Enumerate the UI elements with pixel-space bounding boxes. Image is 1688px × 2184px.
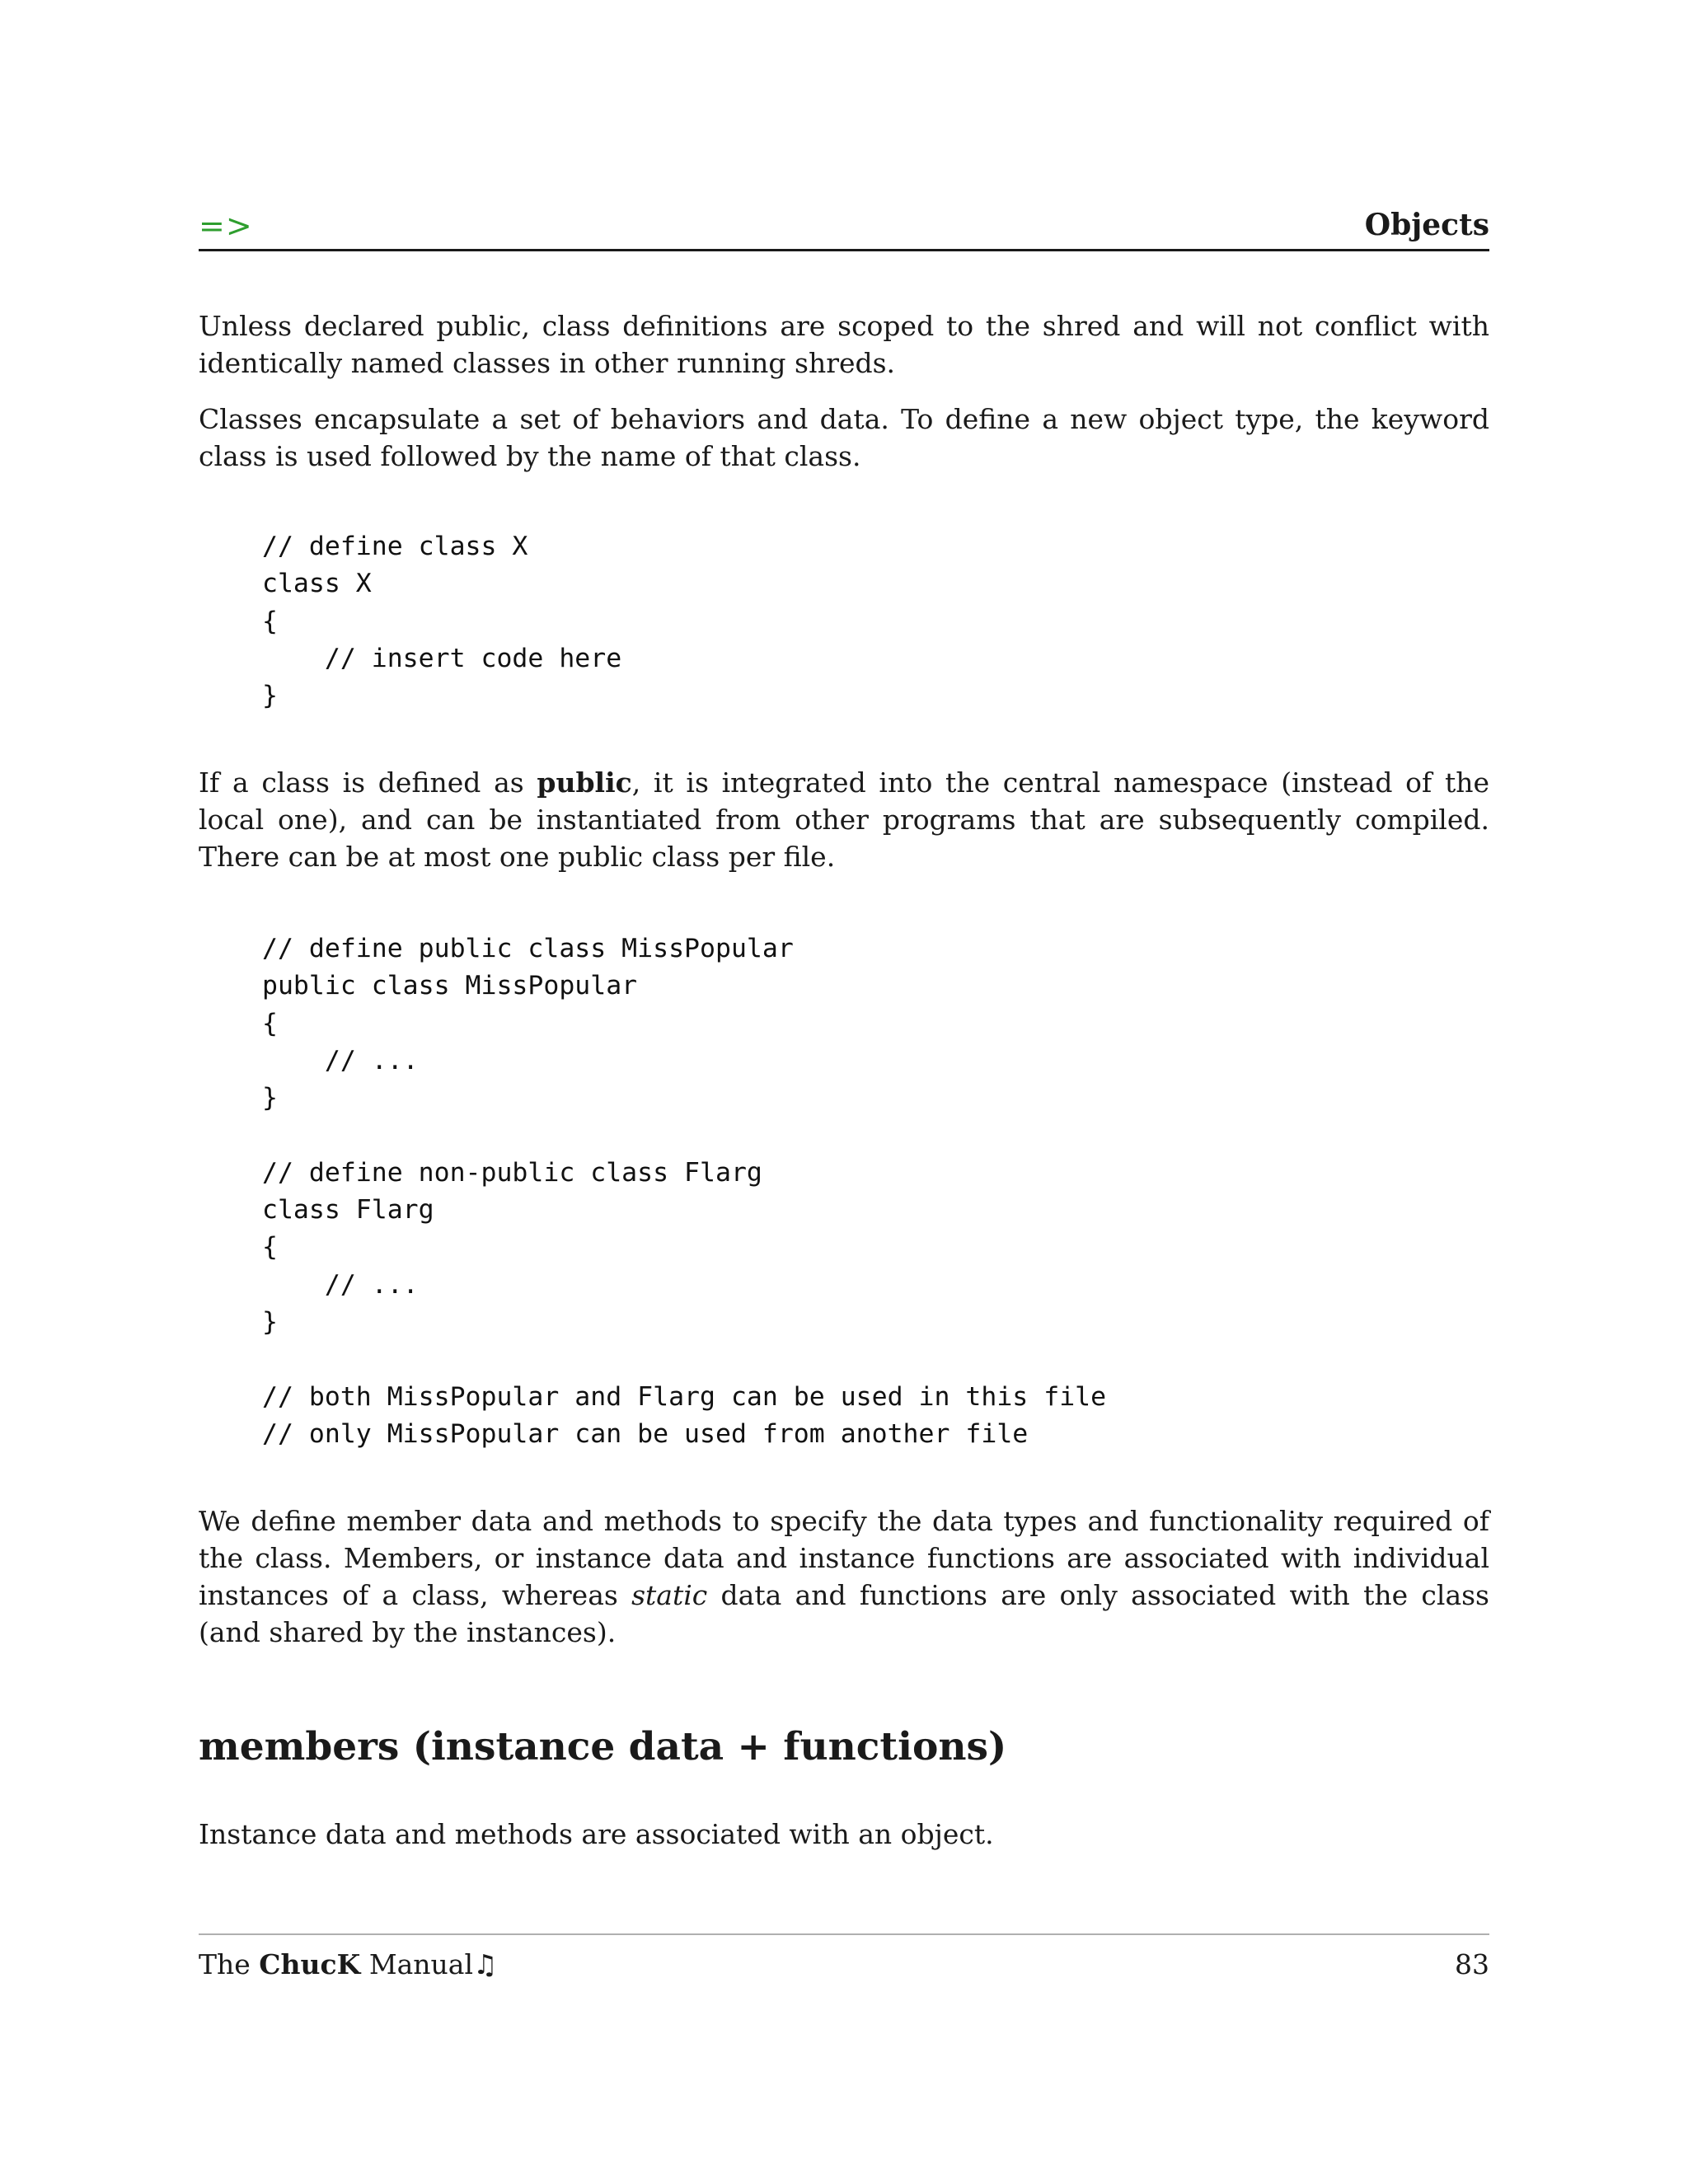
paragraph-members <box>199 1502 1489 1651</box>
code-line: // insert code here <box>262 643 622 673</box>
footer-prefix: The <box>199 1948 260 1980</box>
code-line: class Flarg <box>262 1195 434 1226</box>
code-line <box>262 1341 1106 1378</box>
code-line: // both MissPopular and Flarg can be used in this file <box>262 1381 1107 1412</box>
code-line: // only MissPopular can be used from another file <box>262 1418 1029 1449</box>
keyword-public: public <box>537 766 632 799</box>
paragraph-text: If a class is defined as <box>199 766 537 799</box>
code-line: { <box>262 1232 278 1263</box>
code-line: // ... <box>262 1269 419 1300</box>
code-line: { <box>262 606 278 636</box>
page-number: 83 <box>1455 1948 1489 1980</box>
paragraph-classes: Classes encapsulate a set of behaviors and data. To define a new object type, the keyword class is used followed by the name of that class. <box>199 403 1489 472</box>
code-line <box>262 1117 1106 1154</box>
paragraph-text: We define member data and methods to specify the data types and functionality required of the class. Members, or instance data and instance functions are associated with individual instances of a class, whereas <box>199 1505 1489 1611</box>
emphasis-static: static <box>631 1579 708 1611</box>
paragraph-text: , it is integrated into the central namespace (instead of the local one), and can be instantiated from other programs that are subsequently compiled. There can be at most one public class per file. <box>199 766 1489 873</box>
code-line: class X <box>262 569 372 599</box>
code-line: // define class X <box>262 532 528 561</box>
code-line: // define non-public class Flarg <box>262 1157 762 1188</box>
paragraph-scope: Unless declared public, class definitions are scoped to the shred and will not conflict with identically named classes in other running shreds. <box>199 310 1489 379</box>
paragraph-public <box>199 764 1489 875</box>
paragraph-instance-data: Instance data and methods are associated with an object. <box>199 1818 994 1850</box>
code-line: } <box>262 1306 278 1337</box>
running-header <box>199 208 1489 251</box>
footer-manual-title <box>199 1948 498 1980</box>
footer-suffix: Manual♫ <box>360 1948 498 1980</box>
footer-brand: ChucK <box>259 1948 361 1980</box>
header-section-title: Objects <box>1364 208 1489 242</box>
paragraph-text: data and functions are only associated with the class (and shared by the instances). <box>199 1579 1489 1648</box>
code-block-public-class <box>262 930 1106 1453</box>
page-footer <box>199 1933 1489 1993</box>
code-line: // define public class MissPopular <box>262 934 794 963</box>
code-line: public class MissPopular <box>262 971 638 1001</box>
section-heading: members (instance data + functions) <box>199 1724 1007 1769</box>
code-line: // ... <box>262 1045 419 1076</box>
code-line: { <box>262 1008 278 1038</box>
header-arrow: => <box>199 208 253 244</box>
code-line: } <box>262 1083 278 1113</box>
code-block-define-class <box>262 528 621 715</box>
code-line: } <box>262 681 278 711</box>
